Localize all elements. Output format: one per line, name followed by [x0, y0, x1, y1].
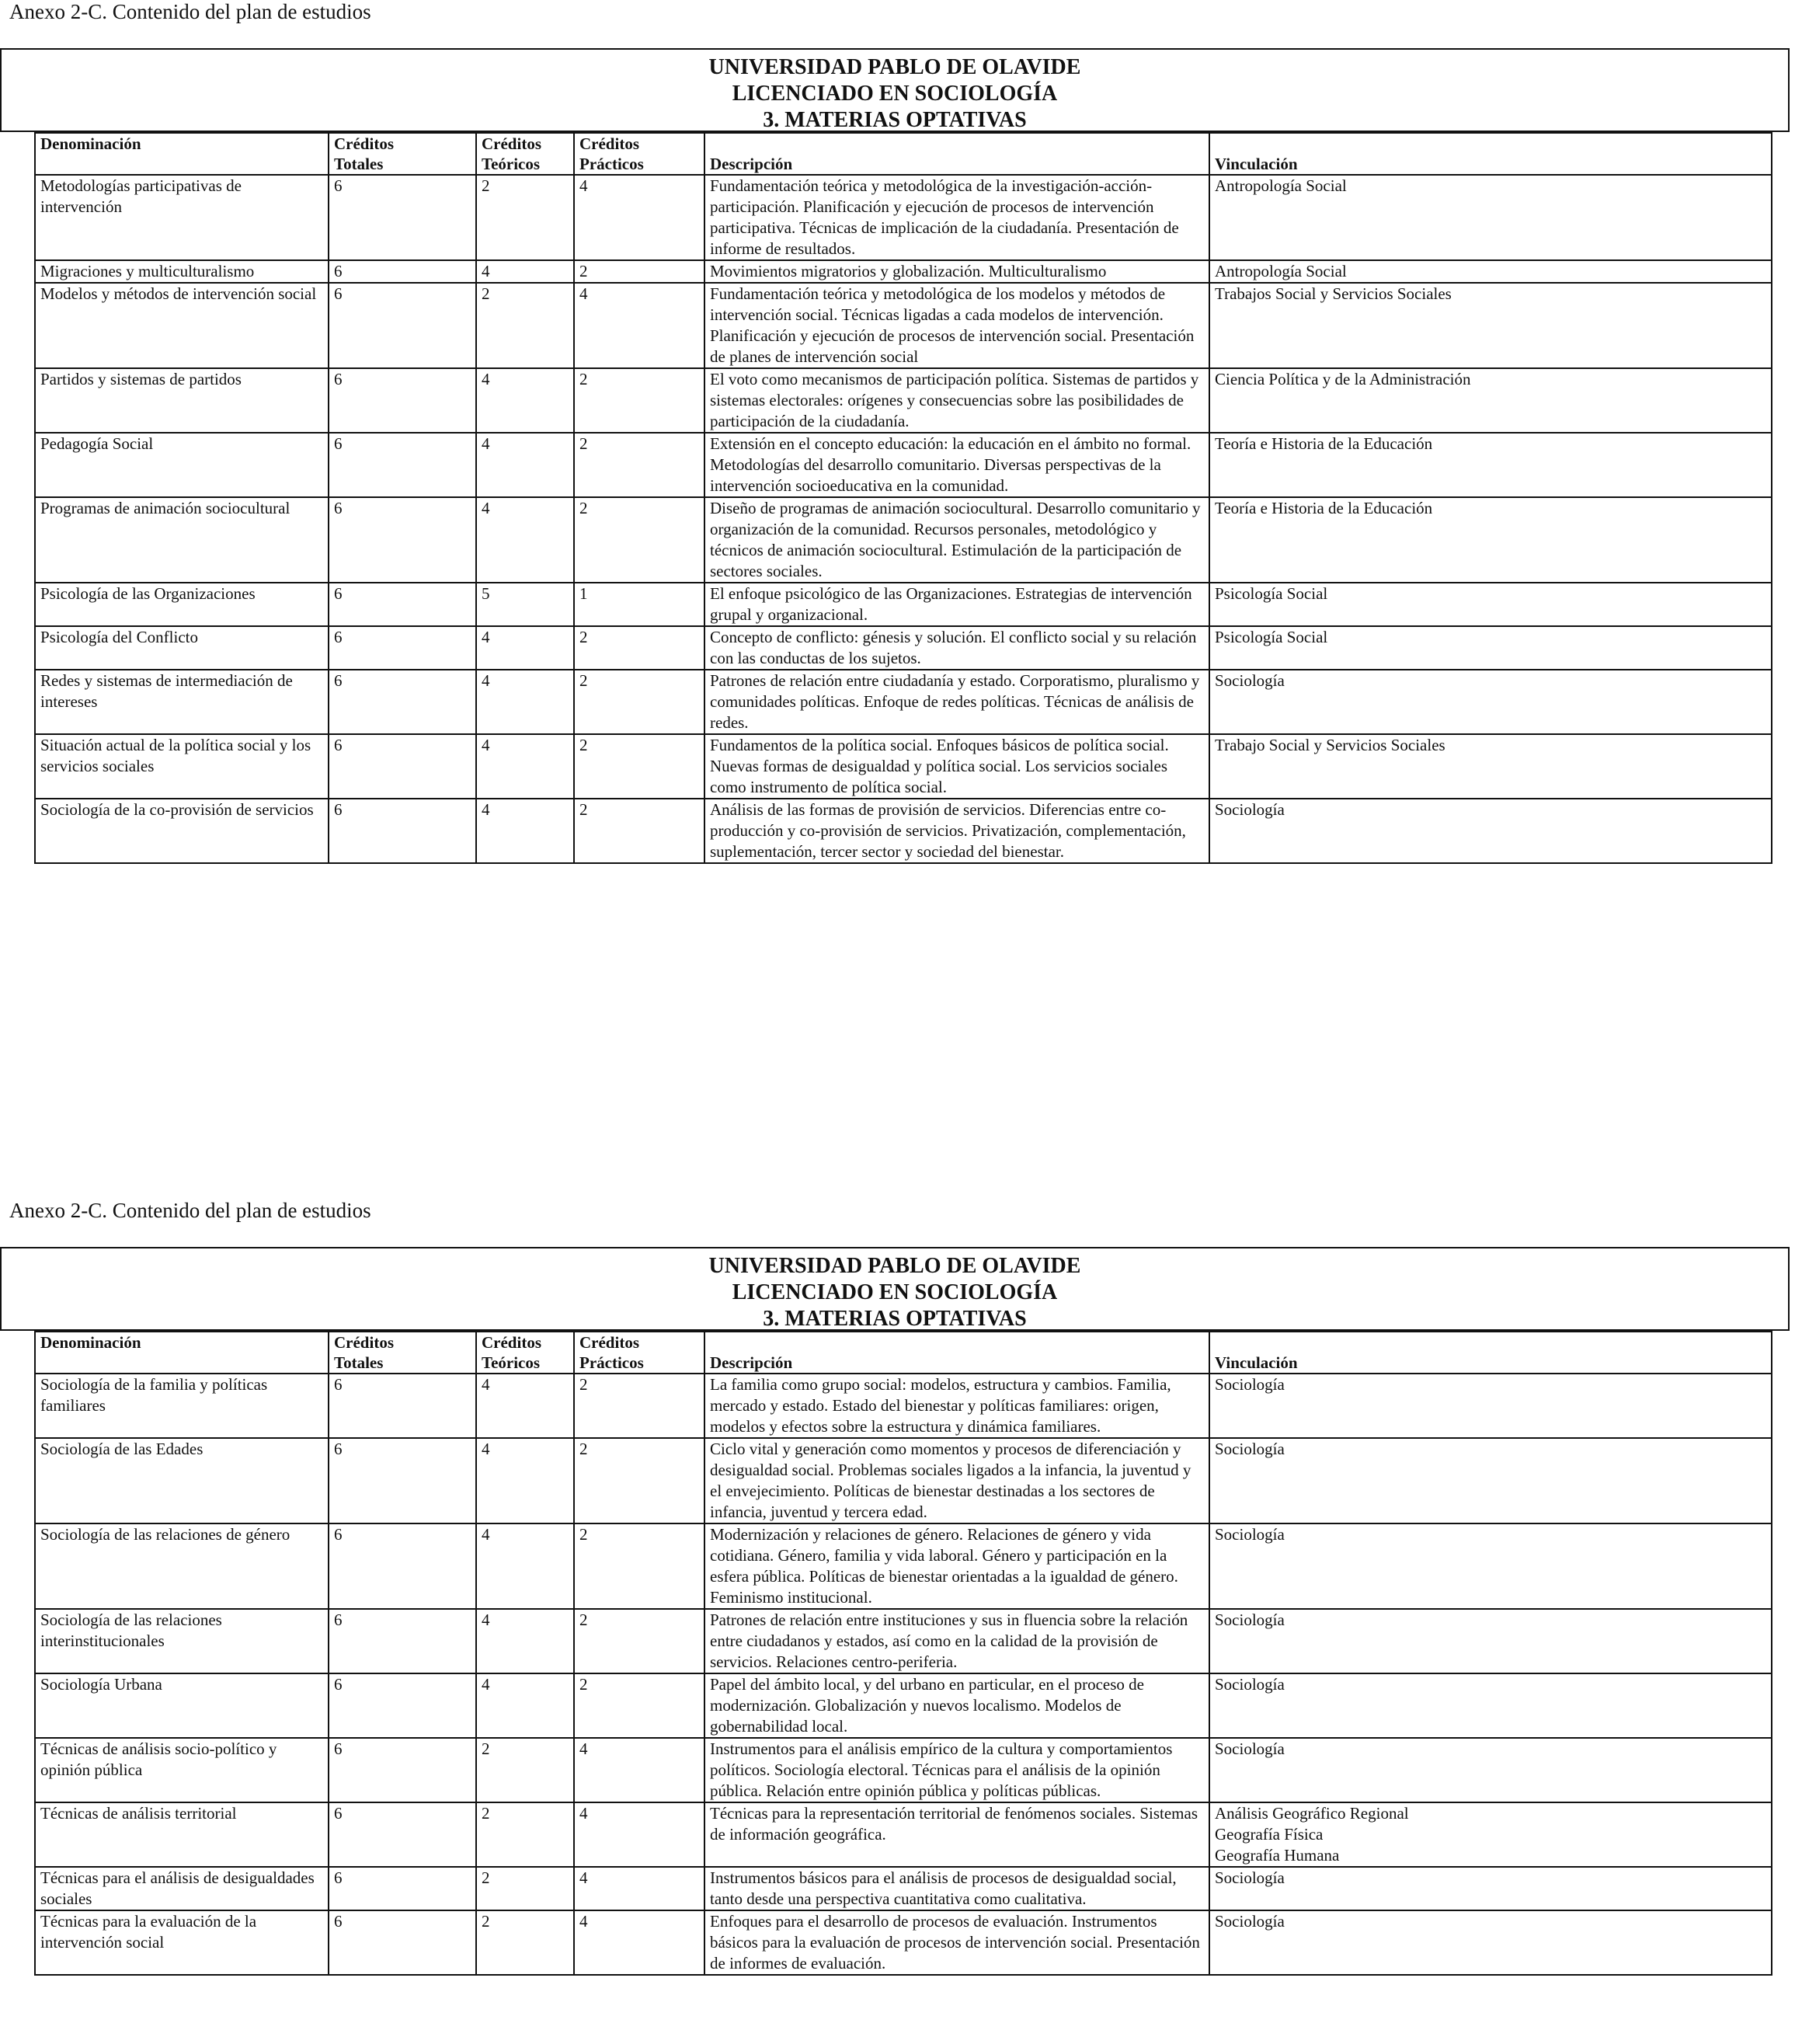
table-row	[35, 799, 1772, 863]
cell-creditos-totales: 6	[329, 799, 476, 863]
vinculacion-line: Teoría e Historia de la Educación	[1215, 434, 1433, 453]
vinculacion-line: Sociología	[1215, 671, 1285, 690]
cell-vinculacion	[1209, 626, 1772, 670]
vinculacion-line: Antropología Social	[1215, 176, 1347, 195]
university-title: UNIVERSIDAD PABLO DE OLAVIDE	[708, 1254, 1081, 1278]
vinculacion-line: Antropología Social	[1215, 262, 1347, 280]
section-title: 3. MATERIAS OPTATIVAS	[763, 1307, 1027, 1331]
table-row	[35, 1673, 1772, 1738]
cell-creditos-totales: 6	[329, 1673, 476, 1738]
cell-creditos-practicos: 4	[574, 1867, 704, 1910]
table-body	[35, 1374, 1772, 1975]
header-descripcion: Descripción	[704, 1332, 1209, 1374]
cell-creditos-totales: 6	[329, 260, 476, 283]
cell-descripcion: Técnicas para la representación territorial de fenómenos sociales. Sistemas de información geográfica.	[704, 1802, 1209, 1867]
title-box	[0, 48, 1790, 132]
cell-vinculacion	[1209, 1609, 1772, 1673]
vinculacion-line: Sociología	[1215, 1675, 1285, 1694]
cell-descripcion: Instrumentos básicos para el análisis de procesos de desigualdad social, tanto desde una perspectiva cuantitativa como cualitativa.	[704, 1867, 1209, 1910]
cell-denominacion: Sociología de la co-provisión de servicios	[35, 799, 329, 863]
cell-denominacion: Técnicas para el análisis de desigualdades sociales	[35, 1867, 329, 1910]
cell-creditos-teoricos: 2	[476, 1910, 574, 1975]
cell-creditos-teoricos: 4	[476, 1523, 574, 1609]
cell-descripcion: Enfoques para el desarrollo de procesos de evaluación. Instrumentos básicos para la evaluación de procesos de intervención social. Presentación de informes de evaluación.	[704, 1910, 1209, 1975]
cell-creditos-practicos: 2	[574, 497, 704, 583]
vinculacion-line: Ciencia Política y de la Administración	[1215, 370, 1471, 388]
cell-denominacion: Programas de animación sociocultural	[35, 497, 329, 583]
cell-denominacion: Partidos y sistemas de partidos	[35, 368, 329, 433]
annex-heading: Anexo 2-C. Contenido del plan de estudios	[9, 1199, 371, 1222]
cell-vinculacion	[1209, 1374, 1772, 1438]
header-descripcion: Descripción	[704, 133, 1209, 175]
cell-vinculacion	[1209, 1673, 1772, 1738]
table-row	[35, 1523, 1772, 1609]
vinculacion-line: Sociología	[1215, 1610, 1285, 1629]
cell-creditos-totales: 6	[329, 734, 476, 799]
header-vinculacion: Vinculación	[1209, 1332, 1772, 1374]
cell-descripcion: Fundamentos de la política social. Enfoques básicos de política social. Nuevas formas de desigualdad y política social. Los servicios sociales como instrumento de política social.	[704, 734, 1209, 799]
cell-denominacion: Sociología Urbana	[35, 1673, 329, 1738]
cell-vinculacion	[1209, 1867, 1772, 1910]
cell-creditos-teoricos: 2	[476, 175, 574, 260]
cell-descripcion: La familia como grupo social: modelos, estructura y cambios. Familia, mercado y estado. Estado del bienestar y políticas familiares: origen, modelos y efectos sobre la estructura y dinámica familiares.	[704, 1374, 1209, 1438]
university-title: UNIVERSIDAD PABLO DE OLAVIDE	[708, 55, 1081, 79]
header-creditos-totales: Créditos Totales	[329, 1332, 476, 1374]
cell-creditos-practicos: 2	[574, 799, 704, 863]
cell-creditos-totales: 6	[329, 1738, 476, 1802]
cell-creditos-totales: 6	[329, 283, 476, 368]
cell-creditos-teoricos: 5	[476, 583, 574, 626]
cell-denominacion: Técnicas para la evaluación de la intervención social	[35, 1910, 329, 1975]
table-row	[35, 1609, 1772, 1673]
header-denominacion: Denominación	[35, 133, 329, 175]
cell-vinculacion	[1209, 497, 1772, 583]
cell-creditos-totales: 6	[329, 497, 476, 583]
header-creditos-totales: Créditos Totales	[329, 133, 476, 175]
cell-creditos-totales: 6	[329, 670, 476, 734]
cell-denominacion: Sociología de las Edades	[35, 1438, 329, 1523]
cell-descripcion: Instrumentos para el análisis empírico de la cultura y comportamientos políticos. Sociología electoral. Técnicas para el análisis de la opinión pública. Relación entre opinión pública y políticas públicas.	[704, 1738, 1209, 1802]
table-row	[35, 670, 1772, 734]
cell-vinculacion	[1209, 1523, 1772, 1609]
cell-creditos-totales: 6	[329, 1910, 476, 1975]
cell-vinculacion	[1209, 734, 1772, 799]
cell-creditos-totales: 6	[329, 1802, 476, 1867]
vinculacion-line: Geografía Humana	[1215, 1846, 1340, 1865]
cell-creditos-practicos: 2	[574, 1523, 704, 1609]
cell-creditos-practicos: 4	[574, 283, 704, 368]
cell-creditos-teoricos: 2	[476, 1802, 574, 1867]
cell-creditos-totales: 6	[329, 583, 476, 626]
cell-creditos-teoricos: 4	[476, 1374, 574, 1438]
degree-title: LICENCIADO EN SOCIOLOGÍA	[732, 82, 1058, 106]
cell-descripcion: Patrones de relación entre ciudadanía y estado. Corporatismo, pluralismo y comunidades políticas. Enfoque de redes políticas. Técnicas de análisis de redes.	[704, 670, 1209, 734]
cell-denominacion: Técnicas de análisis socio-político y opinión pública	[35, 1738, 329, 1802]
cell-creditos-teoricos: 2	[476, 1738, 574, 1802]
cell-descripcion: Patrones de relación entre instituciones y sus in fluencia sobre la relación entre ciudadanos y estados, así como en la calidad de la provisión de servicios. Relaciones centro-periferia.	[704, 1609, 1209, 1673]
cell-vinculacion	[1209, 433, 1772, 497]
cell-creditos-teoricos: 4	[476, 1609, 574, 1673]
header-creditos-practicos: Créditos Prácticos	[574, 133, 704, 175]
cell-creditos-practicos: 2	[574, 734, 704, 799]
cell-descripcion: Modernización y relaciones de género. Relaciones de género y vida cotidiana. Género, familia y vida laboral. Género y participación en la esfera pública. Políticas de bienestar orientadas a la igualdad de género. Feminismo institucional.	[704, 1523, 1209, 1609]
vinculacion-line: Geografía Física	[1215, 1825, 1324, 1844]
cell-vinculacion	[1209, 1910, 1772, 1975]
cell-creditos-practicos: 4	[574, 1802, 704, 1867]
cell-descripcion: El enfoque psicológico de las Organizaciones. Estrategias de intervención grupal y organizacional.	[704, 583, 1209, 626]
cell-creditos-totales: 6	[329, 626, 476, 670]
section-title: 3. MATERIAS OPTATIVAS	[763, 108, 1027, 132]
cell-denominacion: Sociología de las relaciones de género	[35, 1523, 329, 1609]
courses-table	[34, 132, 1772, 864]
cell-creditos-totales: 6	[329, 368, 476, 433]
table-row	[35, 497, 1772, 583]
cell-creditos-practicos: 2	[574, 670, 704, 734]
degree-title: LICENCIADO EN SOCIOLOGÍA	[732, 1280, 1058, 1304]
cell-creditos-teoricos: 4	[476, 1673, 574, 1738]
cell-vinculacion	[1209, 260, 1772, 283]
cell-descripcion: Papel del ámbito local, y del urbano en particular, en el proceso de modernización. Globalización y nuevos localismo. Modelos de gobernabilidad local.	[704, 1673, 1209, 1738]
cell-denominacion: Situación actual de la política social y los servicios sociales	[35, 734, 329, 799]
cell-descripcion: Fundamentación teórica y metodológica de la investigación-acción-participación. Planificación y ejecución de procesos de intervención participativa. Técnicas de implicación de la ciudadanía. Presentación de informe de resultados.	[704, 175, 1209, 260]
vinculacion-line: Trabajos Social y Servicios Sociales	[1215, 284, 1452, 303]
cell-vinculacion	[1209, 1802, 1772, 1867]
cell-creditos-teoricos: 4	[476, 497, 574, 583]
header-denominacion: Denominación	[35, 1332, 329, 1374]
cell-creditos-practicos: 4	[574, 1910, 704, 1975]
cell-denominacion: Técnicas de análisis territorial	[35, 1802, 329, 1867]
header-creditos-teoricos: Créditos Teóricos	[476, 133, 574, 175]
cell-vinculacion	[1209, 1738, 1772, 1802]
vinculacion-line: Trabajo Social y Servicios Sociales	[1215, 736, 1445, 754]
cell-creditos-teoricos: 4	[476, 260, 574, 283]
vinculacion-line: Psicología Social	[1215, 628, 1328, 646]
cell-creditos-practicos: 2	[574, 368, 704, 433]
cell-descripcion: Movimientos migratorios y globalización. Multiculturalismo	[704, 260, 1209, 283]
header-vinculacion: Vinculación	[1209, 133, 1772, 175]
cell-creditos-practicos: 2	[574, 626, 704, 670]
cell-descripcion: Fundamentación teórica y metodológica de los modelos y métodos de intervención social. Técnicas ligadas a cada modelos de intervención. Planificación y ejecución de procesos de intervención social. Presentación de planes de intervención social	[704, 283, 1209, 368]
vinculacion-line: Sociología	[1215, 1739, 1285, 1758]
vinculacion-line: Psicología Social	[1215, 584, 1328, 603]
cell-denominacion: Pedagogía Social	[35, 433, 329, 497]
cell-creditos-totales: 6	[329, 175, 476, 260]
cell-denominacion: Psicología de las Organizaciones	[35, 583, 329, 626]
table-row	[35, 583, 1772, 626]
cell-denominacion: Sociología de las relaciones interinstitucionales	[35, 1609, 329, 1673]
header-creditos-practicos: Créditos Prácticos	[574, 1332, 704, 1374]
cell-denominacion: Sociología de la familia y políticas familiares	[35, 1374, 329, 1438]
cell-creditos-teoricos: 2	[476, 1867, 574, 1910]
cell-denominacion: Redes y sistemas de intermediación de intereses	[35, 670, 329, 734]
cell-denominacion: Metodologías participativas de intervención	[35, 175, 329, 260]
cell-vinculacion	[1209, 583, 1772, 626]
table-row	[35, 368, 1772, 433]
vinculacion-line: Teoría e Historia de la Educación	[1215, 499, 1433, 517]
table-row	[35, 734, 1772, 799]
cell-descripcion: Concepto de conflicto: génesis y solución. El conflicto social y su relación con las conductas de los sujetos.	[704, 626, 1209, 670]
cell-creditos-practicos: 1	[574, 583, 704, 626]
cell-creditos-teoricos: 4	[476, 626, 574, 670]
cell-descripcion: Extensión en el concepto educación: la educación en el ámbito no formal. Metodologías del desarrollo comunitario. Diversas perspectivas de la intervención socioeducativa en la comunidad.	[704, 433, 1209, 497]
cell-descripcion: Ciclo vital y generación como momentos y procesos de diferenciación y desigualdad social. Problemas sociales ligados a la infancia, la juventud y el envejecimiento. Políticas de bienestar destinadas a los sectores de infancia, juventud y tercera edad.	[704, 1438, 1209, 1523]
vinculacion-line: Sociología	[1215, 1868, 1285, 1887]
cell-creditos-practicos: 2	[574, 433, 704, 497]
cell-descripcion: Diseño de programas de animación sociocultural. Desarrollo comunitario y organización de la comunidad. Recursos personales, metodológico y técnicos de animación sociocultural. Estimulación de la participación de sectores sociales.	[704, 497, 1209, 583]
cell-creditos-practicos: 4	[574, 175, 704, 260]
cell-denominacion: Migraciones y multiculturalismo	[35, 260, 329, 283]
table-row	[35, 1438, 1772, 1523]
cell-creditos-teoricos: 2	[476, 283, 574, 368]
cell-creditos-totales: 6	[329, 1609, 476, 1673]
vinculacion-line: Sociología	[1215, 1375, 1285, 1394]
vinculacion-line: Sociología	[1215, 800, 1285, 819]
cell-creditos-practicos: 4	[574, 1738, 704, 1802]
annex-heading: Anexo 2-C. Contenido del plan de estudios	[9, 0, 371, 23]
table-row	[35, 433, 1772, 497]
cell-creditos-teoricos: 4	[476, 433, 574, 497]
title-box	[0, 1247, 1790, 1331]
vinculacion-line: Sociología	[1215, 1525, 1285, 1544]
cell-denominacion: Psicología del Conflicto	[35, 626, 329, 670]
vinculacion-line: Sociología	[1215, 1440, 1285, 1458]
cell-creditos-totales: 6	[329, 433, 476, 497]
cell-denominacion: Modelos y métodos de intervención social	[35, 283, 329, 368]
table-row	[35, 1738, 1772, 1802]
cell-creditos-totales: 6	[329, 1867, 476, 1910]
table-header-row	[35, 133, 1772, 175]
table-row	[35, 1802, 1772, 1867]
table-row	[35, 1374, 1772, 1438]
cell-creditos-teoricos: 4	[476, 368, 574, 433]
cell-vinculacion	[1209, 1438, 1772, 1523]
vinculacion-line: Análisis Geográfico Regional	[1215, 1804, 1409, 1823]
table-body	[35, 175, 1772, 863]
cell-creditos-practicos: 2	[574, 1673, 704, 1738]
table-row	[35, 260, 1772, 283]
cell-vinculacion	[1209, 670, 1772, 734]
table-row	[35, 626, 1772, 670]
header-creditos-teoricos: Créditos Teóricos	[476, 1332, 574, 1374]
cell-vinculacion	[1209, 799, 1772, 863]
cell-vinculacion	[1209, 175, 1772, 260]
cell-descripcion: Análisis de las formas de provisión de servicios. Diferencias entre co-producción y co-provisión de servicios. Privatización, complementación, suplementación, tercer sector y sociedad del bienestar.	[704, 799, 1209, 863]
cell-creditos-totales: 6	[329, 1374, 476, 1438]
cell-descripcion: El voto como mecanismos de participación política. Sistemas de partidos y sistemas electorales: orígenes y consecuencias sobre las posibilidades de participación de la ciudadanía.	[704, 368, 1209, 433]
cell-creditos-practicos: 2	[574, 1374, 704, 1438]
table-row	[35, 1910, 1772, 1975]
cell-creditos-teoricos: 4	[476, 734, 574, 799]
cell-creditos-teoricos: 4	[476, 1438, 574, 1523]
cell-creditos-practicos: 2	[574, 1438, 704, 1523]
table-row	[35, 283, 1772, 368]
cell-creditos-practicos: 2	[574, 260, 704, 283]
vinculacion-line: Sociología	[1215, 1912, 1285, 1931]
cell-creditos-totales: 6	[329, 1438, 476, 1523]
cell-creditos-teoricos: 4	[476, 670, 574, 734]
cell-vinculacion	[1209, 368, 1772, 433]
table-row	[35, 1867, 1772, 1910]
cell-vinculacion	[1209, 283, 1772, 368]
courses-table	[34, 1331, 1772, 1976]
cell-creditos-totales: 6	[329, 1523, 476, 1609]
table-row	[35, 175, 1772, 260]
cell-creditos-practicos: 2	[574, 1609, 704, 1673]
table-header-row	[35, 1332, 1772, 1374]
cell-creditos-teoricos: 4	[476, 799, 574, 863]
